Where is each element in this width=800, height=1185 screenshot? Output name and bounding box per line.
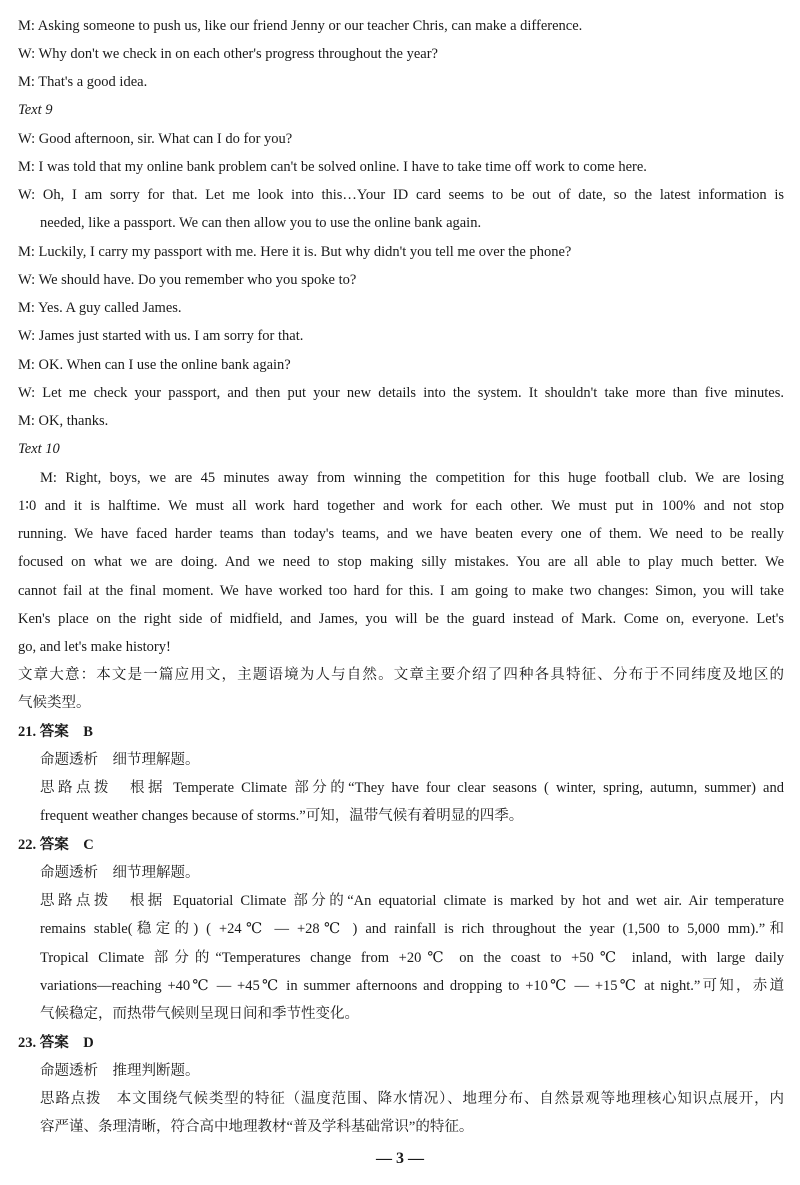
analysis-line: 命题透析 细节理解题。 [40, 752, 200, 768]
explanation-line: 气候稳定，而热带气候则呈现日间和季节性变化。 [40, 1006, 359, 1022]
page-number: — 3 — [376, 1150, 424, 1167]
section-heading-text10: Text 10 [18, 441, 60, 457]
dialogue-line: M: I was told that my online bank problem can't be solved online. I have to take time off work to come here. [18, 159, 647, 175]
explanation-line: variations—reaching +40℃ — +45℃ in summer afternoons and dropping to +10℃ — +15℃ at night.”可知，赤道 [40, 978, 784, 994]
section-heading-text9: Text 9 [18, 102, 53, 118]
monologue-line: go, and let's make history! [18, 639, 171, 655]
dialogue-line: W: We should have. Do you remember who you spoke to? [18, 272, 357, 288]
analysis-line: 命题透析 推理判断题。 [40, 1063, 200, 1079]
dialogue-line: W: Let me check your passport, and then put your new details into the system. It shouldn't take more than five minutes. [18, 385, 784, 401]
dialogue-line: W: Good afternoon, sir. What can I do for you? [18, 131, 293, 147]
monologue-line: focused on what we are doing. And we need to stop making silly mistakes. You are all able to play much better. We [18, 554, 784, 570]
summary-line: 气候类型。 [18, 695, 91, 711]
dialogue-line: W: Oh, I am sorry for that. Let me look into this…Your ID card seems to be out of date, so the latest information is [18, 187, 784, 203]
dialogue-line: W: Why don't we check in on each other's progress throughout the year? [18, 46, 438, 62]
explanation-line: 思路点拨 本文围绕气候类型的特征（温度范围、降水情况）、地理分布、自然景观等地理核心知识点展开，内 [40, 1091, 784, 1107]
explanation-line: 思路点拨 根据 Temperate Climate 部分的“They have four clear seasons ( winter, spring, autumn, summer) and [40, 780, 784, 796]
explanation-line: 容严谨、条理清晰，符合高中地理教材“普及学科基础常识”的特征。 [40, 1119, 474, 1135]
answer-22: 22. 答案 C [18, 837, 94, 853]
dialogue-line: W: James just started with us. I am sorry for that. [18, 328, 304, 344]
explanation-line: 思路点拨 根据 Equatorial Climate 部分的“An equatorial climate is marked by hot and wet air. Air temperature [40, 893, 784, 909]
answer-23: 23. 答案 D [18, 1035, 94, 1051]
summary-line: 文章大意：本文是一篇应用文，主题语境为人与自然。文章主要介绍了四种各具特征、分布于不同纬度及地区的 [18, 667, 784, 683]
dialogue-line: M: That's a good idea. [18, 74, 148, 90]
explanation-line: frequent weather changes because of storms.”可知，温带气候有着明显的四季。 [40, 808, 524, 824]
monologue-line: cannot fail at the final moment. We have worked too hard for this. I am going to make two changes: Simon, you will take [18, 583, 784, 599]
answer-21: 21. 答案 B [18, 724, 93, 740]
dialogue-line-continued: needed, like a passport. We can then allow you to use the online bank again. [40, 215, 482, 231]
monologue-line: 1∶0 and it is halftime. We must all work hard together and work for each other. We must put in 100% and not stop [18, 498, 784, 514]
dialogue-line: M: Asking someone to push us, like our friend Jenny or our teacher Chris, can make a difference. [18, 18, 583, 34]
monologue-line: M: Right, boys, we are 45 minutes away from winning the competition for this huge football club. We are losing [40, 470, 784, 486]
explanation-line: remains stable(稳定的) ( +24℃ — +28℃ ) and rainfall is rich throughout the year (1,500 to 5,000 mm).”和 [40, 921, 784, 937]
monologue-line: running. We have faced harder teams than today's teams, and we have beaten every one of them. We need to be really [18, 526, 784, 542]
analysis-line: 命题透析 细节理解题。 [40, 865, 200, 881]
dialogue-line: M: Yes. A guy called James. [18, 300, 182, 316]
monologue-line: Ken's place on the right side of midfield, and James, you will be the guard instead of Mark. Come on, everyone. Let's [18, 611, 784, 627]
dialogue-line: M: OK, thanks. [18, 413, 109, 429]
explanation-line: Tropical Climate 部分的“Temperatures change from +20℃ on the coast to +50℃ inland, with large daily [40, 950, 784, 966]
dialogue-line: M: Luckily, I carry my passport with me. Here it is. But why didn't you tell me over the phone? [18, 244, 572, 260]
dialogue-line: M: OK. When can I use the online bank again? [18, 357, 291, 373]
